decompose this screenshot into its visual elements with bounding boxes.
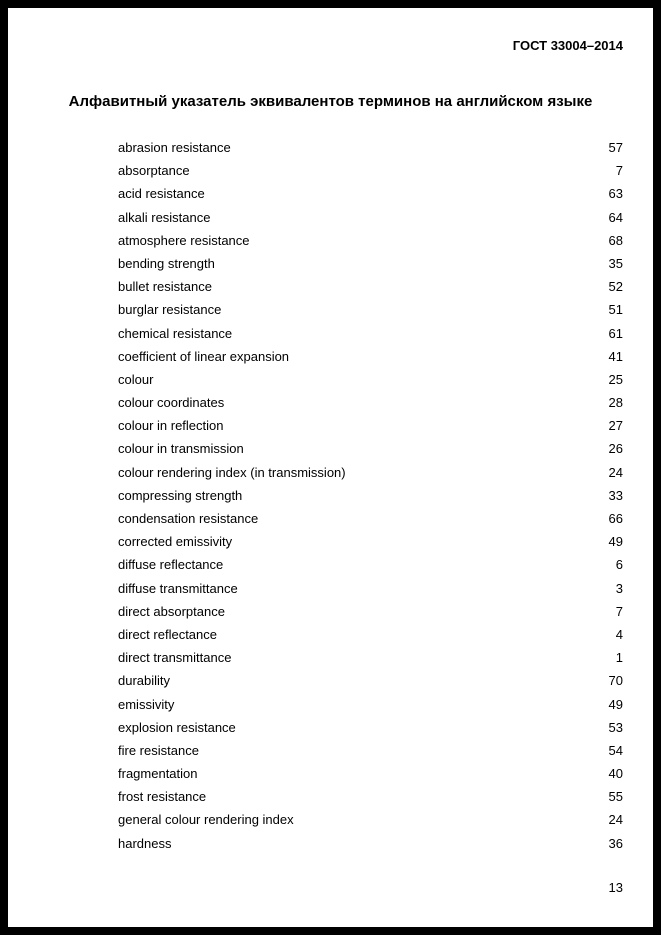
index-term: absorptance [118,163,190,179]
index-term-number: 64 [608,209,623,225]
index-term: condensation resistance [118,511,259,526]
index-term: chemical resistance [118,325,233,341]
index-term-number: 4 [615,626,623,642]
index-term-number: 51 [608,302,623,318]
index-term-number: 49 [608,696,623,712]
index-term-number: 27 [608,418,623,434]
index-entry [118,441,623,464]
index-entry [118,163,623,186]
index-term: bending strength [118,255,215,271]
index-entry [118,627,623,650]
index-term: diffuse transmittance [118,580,238,596]
index-term-number: 7 [615,163,623,179]
index-term: fire resistance [118,742,199,758]
index-term-number: 35 [608,255,623,271]
index-term: durability [118,673,171,689]
index-entry [118,534,623,557]
index-entry [118,673,623,696]
index-term-number: 6 [615,557,623,573]
index-term: abrasion resistance [118,140,231,155]
index-term-number: 49 [608,534,623,550]
index-term: direct absorptance [118,603,225,619]
index-term: colour in transmission [118,441,244,457]
index-term: diffuse reflectance [118,557,224,573]
index-term-number: 41 [608,348,623,364]
index-entry [118,836,623,859]
index-term-number: 52 [608,279,623,295]
index-entry [118,697,623,720]
index-entry [118,140,623,163]
index-term: corrected emissivity [118,534,233,550]
index-entry [118,650,623,673]
index-term-number: 36 [608,835,623,851]
index-list [8,140,653,859]
index-term: fragmentation [118,766,198,782]
index-term: direct transmittance [118,650,232,666]
index-term-number: 61 [608,325,623,341]
index-term: burglar resistance [118,302,222,318]
index-term: acid resistance [118,186,205,202]
index-term-number: 3 [615,580,623,596]
index-term: hardness [118,835,172,851]
index-entry [118,465,623,488]
index-entry [118,256,623,279]
index-term: compressing strength [118,487,243,503]
index-entry [118,511,623,534]
index-term: explosion resistance [118,719,236,735]
index-entry [118,186,623,209]
index-term-number: 40 [608,766,623,782]
index-term: colour rendering index (in transmission) [118,464,346,480]
index-entry [118,720,623,743]
index-term-number: 57 [608,140,623,155]
index-term: coefficient of linear expansion [118,348,290,364]
document-code: ГОСТ 33004–2014 [512,38,623,53]
index-entry [118,326,623,349]
index-term-number: 55 [608,789,623,805]
index-term-number: 24 [608,464,623,480]
index-term: bullet resistance [118,279,212,295]
index-entry [118,789,623,812]
index-term: colour coordinates [118,395,225,411]
index-entry [118,210,623,233]
index-term-number: 7 [615,603,623,619]
index-entry [118,812,623,835]
index-entry [118,743,623,766]
index-entry [118,279,623,302]
index-term-number: 63 [608,186,623,202]
index-term-number: 70 [608,673,623,689]
index-entry [118,766,623,789]
index-term-number: 68 [608,232,623,248]
index-entry [118,418,623,441]
index-term-number: 26 [608,441,623,457]
page [8,8,653,927]
index-term: emissivity [118,696,175,712]
index-entry [118,302,623,325]
index-term: alkali resistance [118,209,211,225]
index-entry [118,488,623,511]
index-entry [118,557,623,580]
index-entry [118,372,623,395]
index-entry [118,581,623,604]
index-entry [118,349,623,372]
index-entry [118,604,623,627]
index-term-number: 24 [608,812,623,828]
index-term-number: 66 [608,511,623,526]
index-term: frost resistance [118,789,207,805]
index-term-number: 1 [615,650,623,666]
index-term: colour [118,371,154,387]
page-number: 13 [608,880,623,895]
index-term-number: 33 [608,487,623,503]
index-term: colour in reflection [118,418,224,434]
index-term: atmosphere resistance [118,232,250,248]
index-term: general colour rendering index [118,812,294,828]
index-term-number: 54 [608,742,623,758]
index-term-number: 25 [608,371,623,387]
index-entry [118,395,623,418]
index-term-number: 53 [608,719,623,735]
index-term: direct reflectance [118,626,217,642]
index-entry [118,233,623,256]
page-title: Алфавитный указатель эквивалентов терминов на английском языке [68,93,593,110]
index-term-number: 28 [608,395,623,411]
